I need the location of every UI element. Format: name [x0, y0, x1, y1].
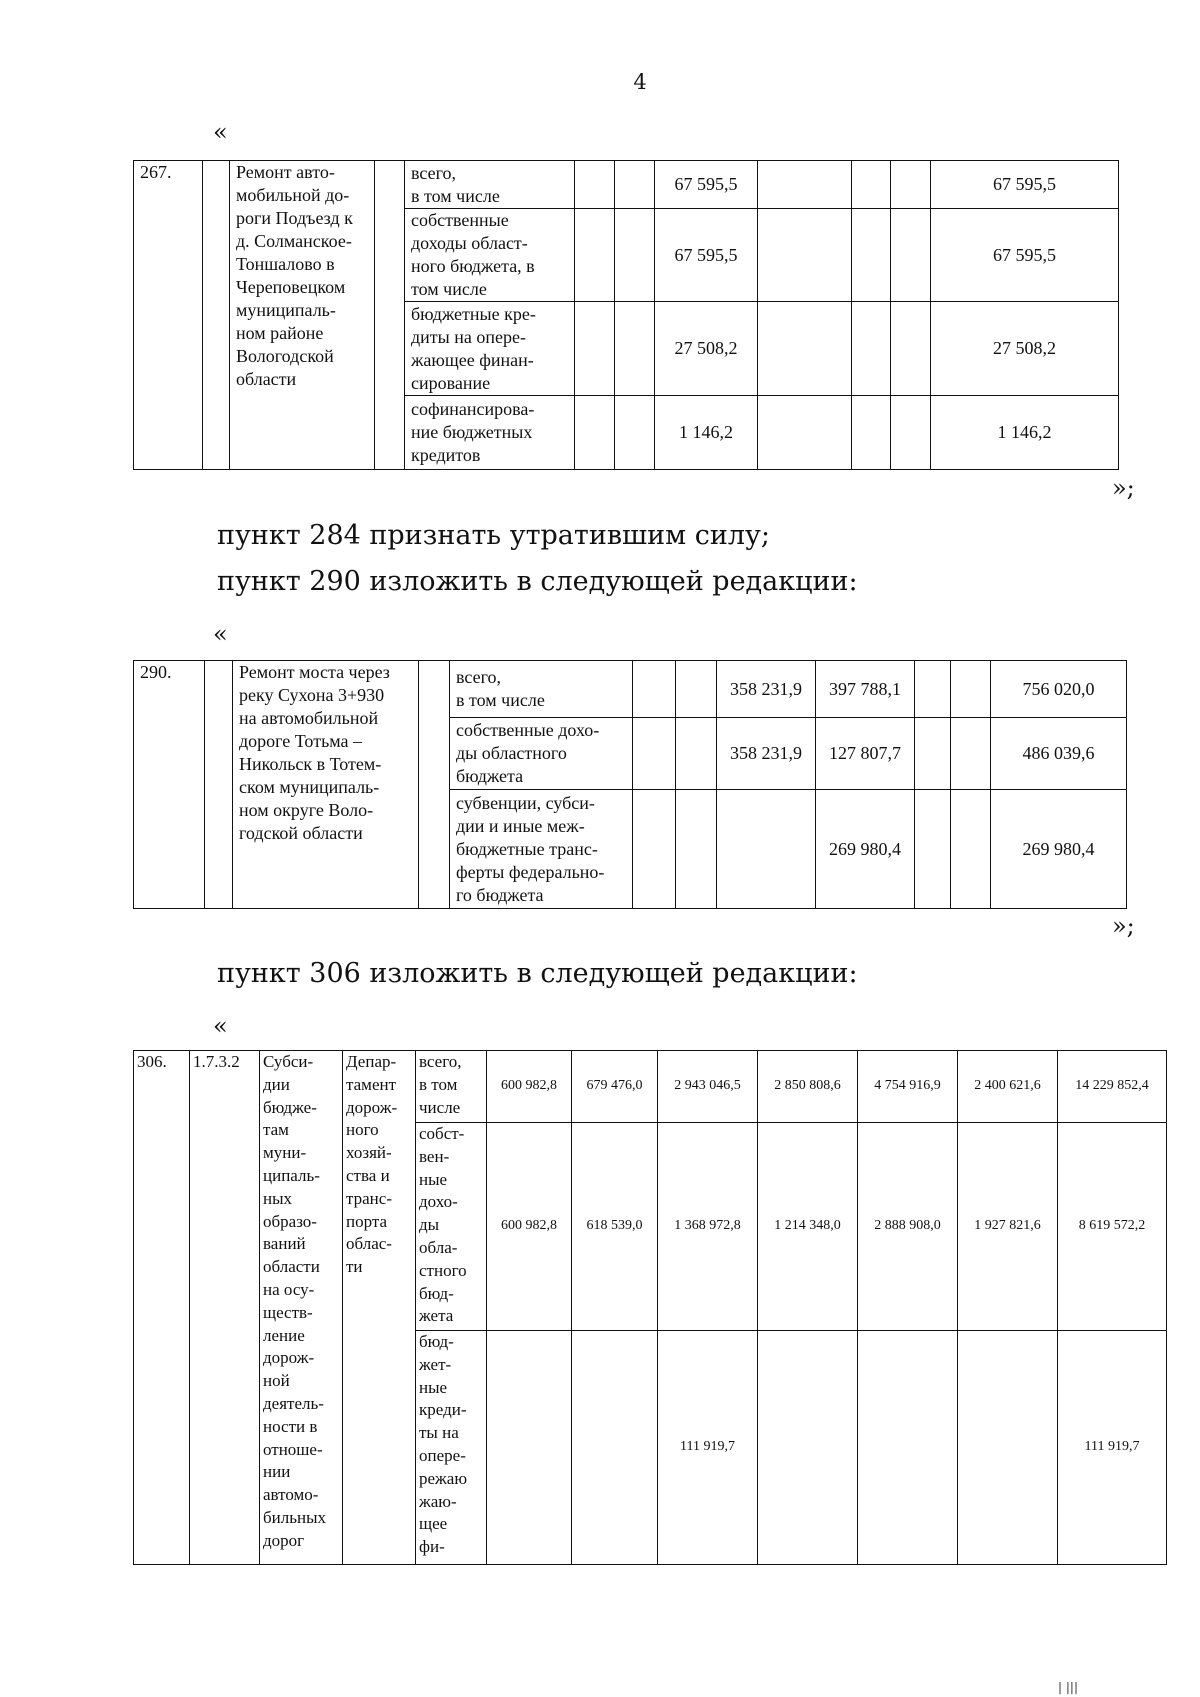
- row-number: 306.: [134, 1051, 190, 1565]
- empty-cell: [615, 396, 655, 470]
- empty-cell: [951, 661, 991, 718]
- value-cell: 1 368 972,8: [658, 1123, 758, 1331]
- empty-cell: [375, 161, 405, 470]
- value-cell: [487, 1331, 572, 1565]
- total-cell: 67 595,5: [931, 161, 1119, 209]
- empty-cell: [891, 161, 931, 209]
- object-name: Ремонт моста через реку Сухона 3+930 на автомобильной дороге Тотьма – Никольск в Тотем- ском муниципаль- ном округе Воло- годской области: [233, 661, 419, 909]
- empty-cell: [615, 302, 655, 396]
- empty-cell: [633, 661, 676, 718]
- empty-cell: [758, 161, 852, 209]
- value-cell: 618 539,0: [572, 1123, 658, 1331]
- value-cell: [758, 1331, 858, 1565]
- department: Депар- тамент дорож- ного хозяй- ства и транс- порта облас- ти: [343, 1051, 416, 1565]
- row-label: всего, в том числе: [416, 1051, 487, 1123]
- row-label: бюджетные кре- диты на опере- жающее финан- сирование: [405, 302, 575, 396]
- empty-cell: [575, 396, 615, 470]
- empty-cell: [852, 161, 891, 209]
- row-code: 1.7.3.2: [190, 1051, 260, 1565]
- table-267: [133, 160, 1119, 470]
- table-290: [133, 660, 1127, 909]
- row-label: всего, в том числе: [405, 161, 575, 209]
- empty-cell: [852, 396, 891, 470]
- empty-cell: [205, 661, 233, 909]
- empty-cell: [915, 661, 951, 718]
- empty-cell: [203, 161, 230, 470]
- row-number: 267.: [134, 161, 203, 470]
- row-label: собст- вен- ные дохо- ды обла- стного бюд- жета: [416, 1123, 487, 1331]
- page-number: 4: [633, 70, 647, 94]
- object-name: Ремонт авто- мобильной до- роги Подъезд к д. Солманское- Тоншалово в Череповецком муниципаль- ном районе Вологодской области: [230, 161, 375, 470]
- value-cell: 67 595,5: [655, 161, 758, 209]
- empty-cell: [633, 718, 676, 790]
- empty-cell: [676, 790, 717, 909]
- value-cell: 111 919,7: [658, 1331, 758, 1565]
- empty-cell: [852, 302, 891, 396]
- total-cell: 1 146,2: [931, 396, 1119, 470]
- empty-cell: [758, 302, 852, 396]
- value-cell: 1 146,2: [655, 396, 758, 470]
- object-name: Субси- дии бюдже- там муни- ципаль- ных образо- ваний области на осу- ществ- ление дорож- ной деятель- ности в отноше- нии автомо- бильных дорог: [260, 1051, 343, 1565]
- total-cell: 67 595,5: [931, 209, 1119, 302]
- empty-cell: [419, 661, 450, 909]
- total-cell: 486 039,6: [991, 718, 1127, 790]
- value-cell: 358 231,9: [717, 661, 816, 718]
- total-cell: 14 229 852,4: [1058, 1051, 1167, 1123]
- row-label: всего, в том числе: [450, 661, 633, 718]
- quote-open-1: «: [213, 118, 228, 146]
- paragraph-306-intro: пункт 306 изложить в следующей редакции:: [217, 958, 858, 989]
- row-number: 290.: [134, 661, 205, 909]
- table-306: [133, 1050, 1167, 1565]
- empty-cell: [676, 718, 717, 790]
- empty-cell: [758, 396, 852, 470]
- empty-cell: [891, 302, 931, 396]
- value-cell: 2 400 621,6: [958, 1051, 1058, 1123]
- empty-cell: [852, 209, 891, 302]
- total-cell: 27 508,2: [931, 302, 1119, 396]
- total-cell: 8 619 572,2: [1058, 1123, 1167, 1331]
- value-cell: [572, 1331, 658, 1565]
- value-cell: 679 476,0: [572, 1051, 658, 1123]
- empty-cell: [951, 790, 991, 909]
- value-cell: 127 807,7: [816, 718, 915, 790]
- empty-cell: [951, 718, 991, 790]
- value-cell: 269 980,4: [816, 790, 915, 909]
- empty-cell: [915, 790, 951, 909]
- empty-cell: [575, 161, 615, 209]
- total-cell: 269 980,4: [991, 790, 1127, 909]
- value-cell: 397 788,1: [816, 661, 915, 718]
- paragraph-284: пункт 284 признать утратившим силу;: [217, 520, 770, 551]
- value-cell: 2 943 046,5: [658, 1051, 758, 1123]
- empty-cell: [891, 396, 931, 470]
- quote-open-2: «: [213, 620, 228, 648]
- paragraph-290-intro: пункт 290 изложить в следующей редакции:: [217, 566, 858, 597]
- empty-cell: [676, 661, 717, 718]
- quote-close-1: »;: [1112, 474, 1135, 502]
- row-label: субвенции, субси- дии и иные меж- бюджетные транс- ферты федерально- го бюджета: [450, 790, 633, 909]
- empty-cell: [758, 209, 852, 302]
- value-cell: [958, 1331, 1058, 1565]
- quote-open-3: «: [213, 1012, 228, 1040]
- empty-cell: [575, 209, 615, 302]
- value-cell: 600 982,8: [487, 1051, 572, 1123]
- value-cell: 27 508,2: [655, 302, 758, 396]
- row-label: собственные доходы област- ного бюджета, в том числе: [405, 209, 575, 302]
- empty-cell: [575, 302, 615, 396]
- value-cell: 1 927 821,6: [958, 1123, 1058, 1331]
- value-cell: [858, 1331, 958, 1565]
- value-cell: 1 214 348,0: [758, 1123, 858, 1331]
- row-label: собственные дохо- ды областного бюджета: [450, 718, 633, 790]
- value-cell: [717, 790, 816, 909]
- empty-cell: [615, 161, 655, 209]
- empty-cell: [915, 718, 951, 790]
- quote-close-2: »;: [1112, 912, 1135, 940]
- total-cell: 756 020,0: [991, 661, 1127, 718]
- total-cell: 111 919,7: [1058, 1331, 1167, 1565]
- value-cell: 600 982,8: [487, 1123, 572, 1331]
- corner-mark: | |||: [1058, 1680, 1078, 1694]
- row-label: софинансирова- ние бюджетных кредитов: [405, 396, 575, 470]
- value-cell: 4 754 916,9: [858, 1051, 958, 1123]
- empty-cell: [633, 790, 676, 909]
- value-cell: 2 850 808,6: [758, 1051, 858, 1123]
- value-cell: 67 595,5: [655, 209, 758, 302]
- value-cell: 358 231,9: [717, 718, 816, 790]
- empty-cell: [615, 209, 655, 302]
- value-cell: 2 888 908,0: [858, 1123, 958, 1331]
- empty-cell: [891, 209, 931, 302]
- row-label: бюд- жет- ные креди- ты на опере- режаю жаю- щее фи-: [416, 1331, 487, 1565]
